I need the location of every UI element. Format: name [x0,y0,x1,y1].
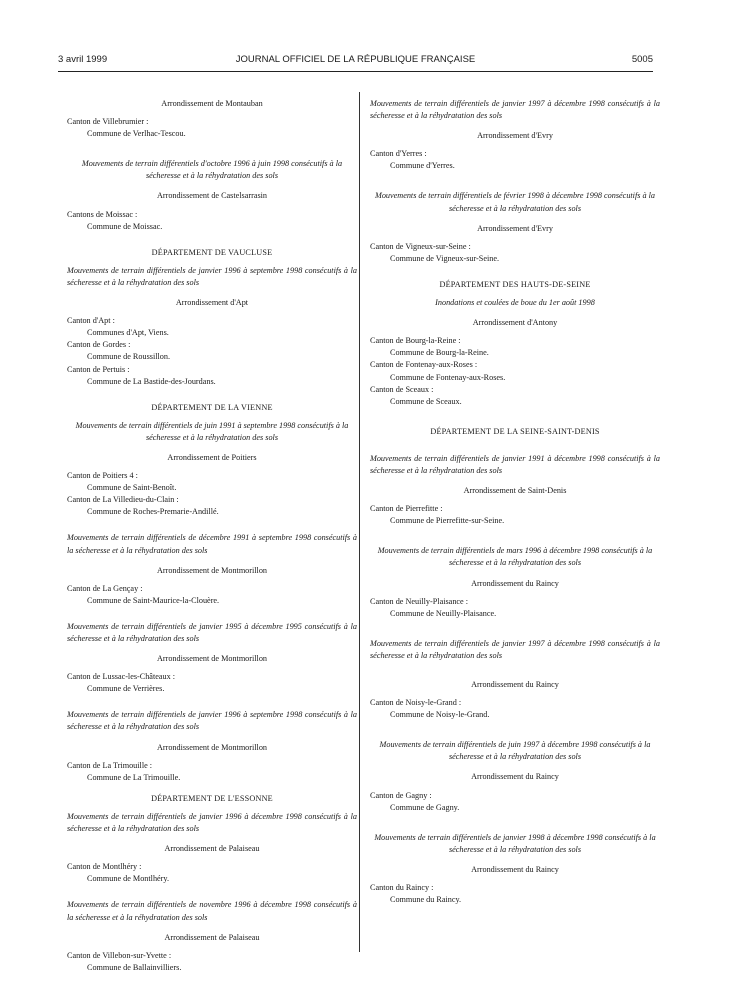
commune-line: Commune de Pierrefitte-sur-Seine. [390,516,505,526]
arrondissement-heading: Arrondissement d'Evry [477,131,553,141]
event-description: Inondations et coulées de boue du 1er août 1998 [435,298,595,308]
commune-line: Commune de Verlhac-Tescou. [87,129,186,139]
canton-line: Canton de Pierrefitte : [370,504,443,514]
canton-line: Canton de Poitiers 4 : [67,471,138,481]
header-rule [58,71,653,72]
department-heading: DÉPARTEMENT DE VAUCLUSE [151,247,273,257]
department-heading: DÉPARTEMENT DE LA SEINE-SAINT-DENIS [430,426,600,436]
canton-line: Canton de Neuilly-Plaisance : [370,596,468,606]
event-description: Mouvements de terrain différentiels de janvier 1998 à décembre 1998 consécutifs à la sécheresse et à la réhydratation des sols [374,832,656,854]
event-description: Mouvements de terrain différentiels d'octobre 1996 à juin 1998 consécutifs à la sécheresse et à la réhydratation des sols [81,159,343,181]
commune-line: Commune du Raincy. [390,895,462,905]
column-divider [359,92,360,952]
commune-line: Commune de Roches-Premarie-Andillé. [87,507,219,517]
commune-line: Commune de La Bastide-des-Jourdans. [87,376,216,386]
event-description: Mouvements de terrain différentiels de janvier 1991 à décembre 1998 consécutifs à la sécheresse et à la réhydratation des sols [370,453,660,475]
page-number: 5005 [631,54,653,65]
arrondissement-heading: Arrondissement du Raincy [471,680,559,689]
commune-line: Commune de Sceaux. [390,396,462,406]
commune-line: Commune de Verrières. [87,684,165,694]
commune-line: Commune de Bourg-la-Reine. [390,348,489,358]
arrondissement-heading: Arrondissement de Poitiers [167,452,257,462]
event-description: Mouvements de terrain différentiels de juin 1991 à septembre 1998 consécutifs à la sécheresse et à la réhydratation des sols [75,420,349,442]
arrondissement-heading: Arrondissement d'Evry [477,223,553,233]
event-description: Mouvements de terrain différentiels de décembre 1991 à septembre 1998 consécutifs à la sécheresse et à la réhydratation des sols [67,533,357,555]
canton-line: Canton de Pertuis : [67,364,130,374]
event-description: Mouvements de terrain différentiels de janvier 1997 à décembre 1998 consécutifs à la sécheresse et à la réhydratation des sols [370,638,660,660]
canton-line: Canton d'Yerres : [370,149,427,159]
arrondissement-heading: Arrondissement de Montmorillon [156,742,268,752]
arrondissement-heading: Arrondissement de Palaiseau [164,932,260,942]
event-description: Mouvements de terrain différentiels de janvier 1996 à septembre 1998 consécutifs à la sécheresse et à la réhydratation des sols [67,265,357,287]
commune-line: Commune de Fontenay-aux-Roses. [390,372,506,382]
commune-line: Commune de Noisy-le-Grand. [390,710,490,720]
canton-line: Canton de Noisy-le-Grand : [370,698,462,708]
canton-line: Canton de Villebrumier : [67,117,149,127]
arrondissement-heading: Arrondissement de Castelsarrasin [156,191,268,201]
canton-line: Canton de Vigneux-sur-Seine : [370,241,471,251]
commune-line: Commune de Neuilly-Plaisance. [390,608,497,618]
event-description: Mouvements de terrain différentiels de janvier 1995 à décembre 1995 consécutifs à la sécheresse et à la réhydratation des sols [67,621,357,643]
journal-title: JOURNAL OFFICIEL DE LA RÉPUBLIQUE FRANÇAISE [235,54,476,65]
department-heading: DÉPARTEMENT DES HAUTS-DE-SEINE [439,279,591,289]
canton-line: Canton de Villebon-sur-Yvette : [67,950,172,960]
department-heading: DÉPARTEMENT DE LA VIENNE [151,402,273,412]
arrondissement-heading: Arrondissement d'Antony [472,318,558,328]
event-description: Mouvements de terrain différentiels de mars 1996 à décembre 1998 consécutifs à la sécheresse et à la réhydratation des sols [377,546,653,568]
canton-line: Canton de Montlhéry : [67,862,142,872]
arrondissement-heading: Arrondissement de Saint-Denis [463,486,567,496]
canton-line: Canton de Lussac-les-Châteaux : [67,672,175,682]
left-column [67,98,357,974]
commune-line: Commune de Saint-Benoît. [87,483,177,493]
canton-line: Canton de La Gençay : [67,583,143,593]
department-heading: DÉPARTEMENT DE L'ESSONNE [151,793,273,803]
canton-line: Canton du Raincy : [370,883,434,893]
canton-line: Canton d'Apt : [67,316,115,326]
arrondissement-heading: Arrondissement du Raincy [471,772,559,782]
canton-line: Canton de Gordes : [67,340,131,350]
commune-line: Communes d'Apt, Viens. [87,328,169,338]
event-description: Mouvements de terrain différentiels de janvier 1997 à décembre 1998 consécutifs à la sécheresse et à la réhydratation des sols [370,99,660,121]
event-description: Mouvements de terrain différentiels de janvier 1996 à décembre 1998 consécutifs à la sécheresse et à la réhydratation des sols [67,811,357,834]
event-description: Mouvements de terrain différentiels de février 1998 à décembre 1998 consécutifs à la sécheresse et à la réhydratation des sols [375,191,655,213]
page-header [58,54,653,68]
arrondissement-heading: Arrondissement du Raincy [471,578,559,588]
commune-line: Commune de Vigneux-sur-Seine. [390,253,500,263]
commune-line: Commune de La Trimouille. [87,772,181,782]
commune-line: Commune de Montlhéry. [87,874,170,884]
arrondissement-heading: Arrondissement de Montauban [161,99,263,108]
event-description: Mouvements de terrain différentiels de novembre 1996 à décembre 1998 consécutifs à la sécheresse et à la réhydratation des sols [67,900,357,922]
event-description: Mouvements de terrain différentiels de janvier 1996 à septembre 1998 consécutifs à la sécheresse et à la réhydratation des sols [67,710,357,732]
arrondissement-heading: Arrondissement de Montmorillon [156,565,268,575]
canton-line: Canton de Bourg-la-Reine : [370,336,461,346]
commune-line: Commune d'Yerres. [390,161,455,171]
arrondissement-heading: Arrondissement de Palaiseau [164,844,260,854]
canton-line: Canton de Fontenay-aux-Roses : [370,360,478,370]
arrondissement-heading: Arrondissement du Raincy [471,864,559,874]
commune-line: Commune de Roussillon. [87,352,171,362]
commune-line: Commune de Moissac. [87,221,163,231]
commune-line: Commune de Gagny. [390,802,460,812]
commune-line: Commune de Ballainvilliers. [87,962,182,972]
canton-line: Canton de La Villedieu-du-Clain : [67,495,179,505]
commune-line: Commune de Saint-Maurice-la-Clouère. [87,595,220,605]
issue-date: 3 avril 1999 [58,54,108,65]
arrondissement-heading: Arrondissement de Montmorillon [156,654,268,664]
event-description: Mouvements de terrain différentiels de juin 1997 à décembre 1998 consécutifs à la sécheresse et à la réhydratation des sols [379,740,651,762]
canton-line: Cantons de Moissac : [67,209,138,219]
canton-line: Canton de Gagny : [370,790,432,800]
arrondissement-heading: Arrondissement d'Apt [175,298,249,308]
right-column [370,98,660,906]
canton-line: Canton de Sceaux : [370,384,434,394]
canton-line: Canton de La Trimouille : [67,760,153,770]
